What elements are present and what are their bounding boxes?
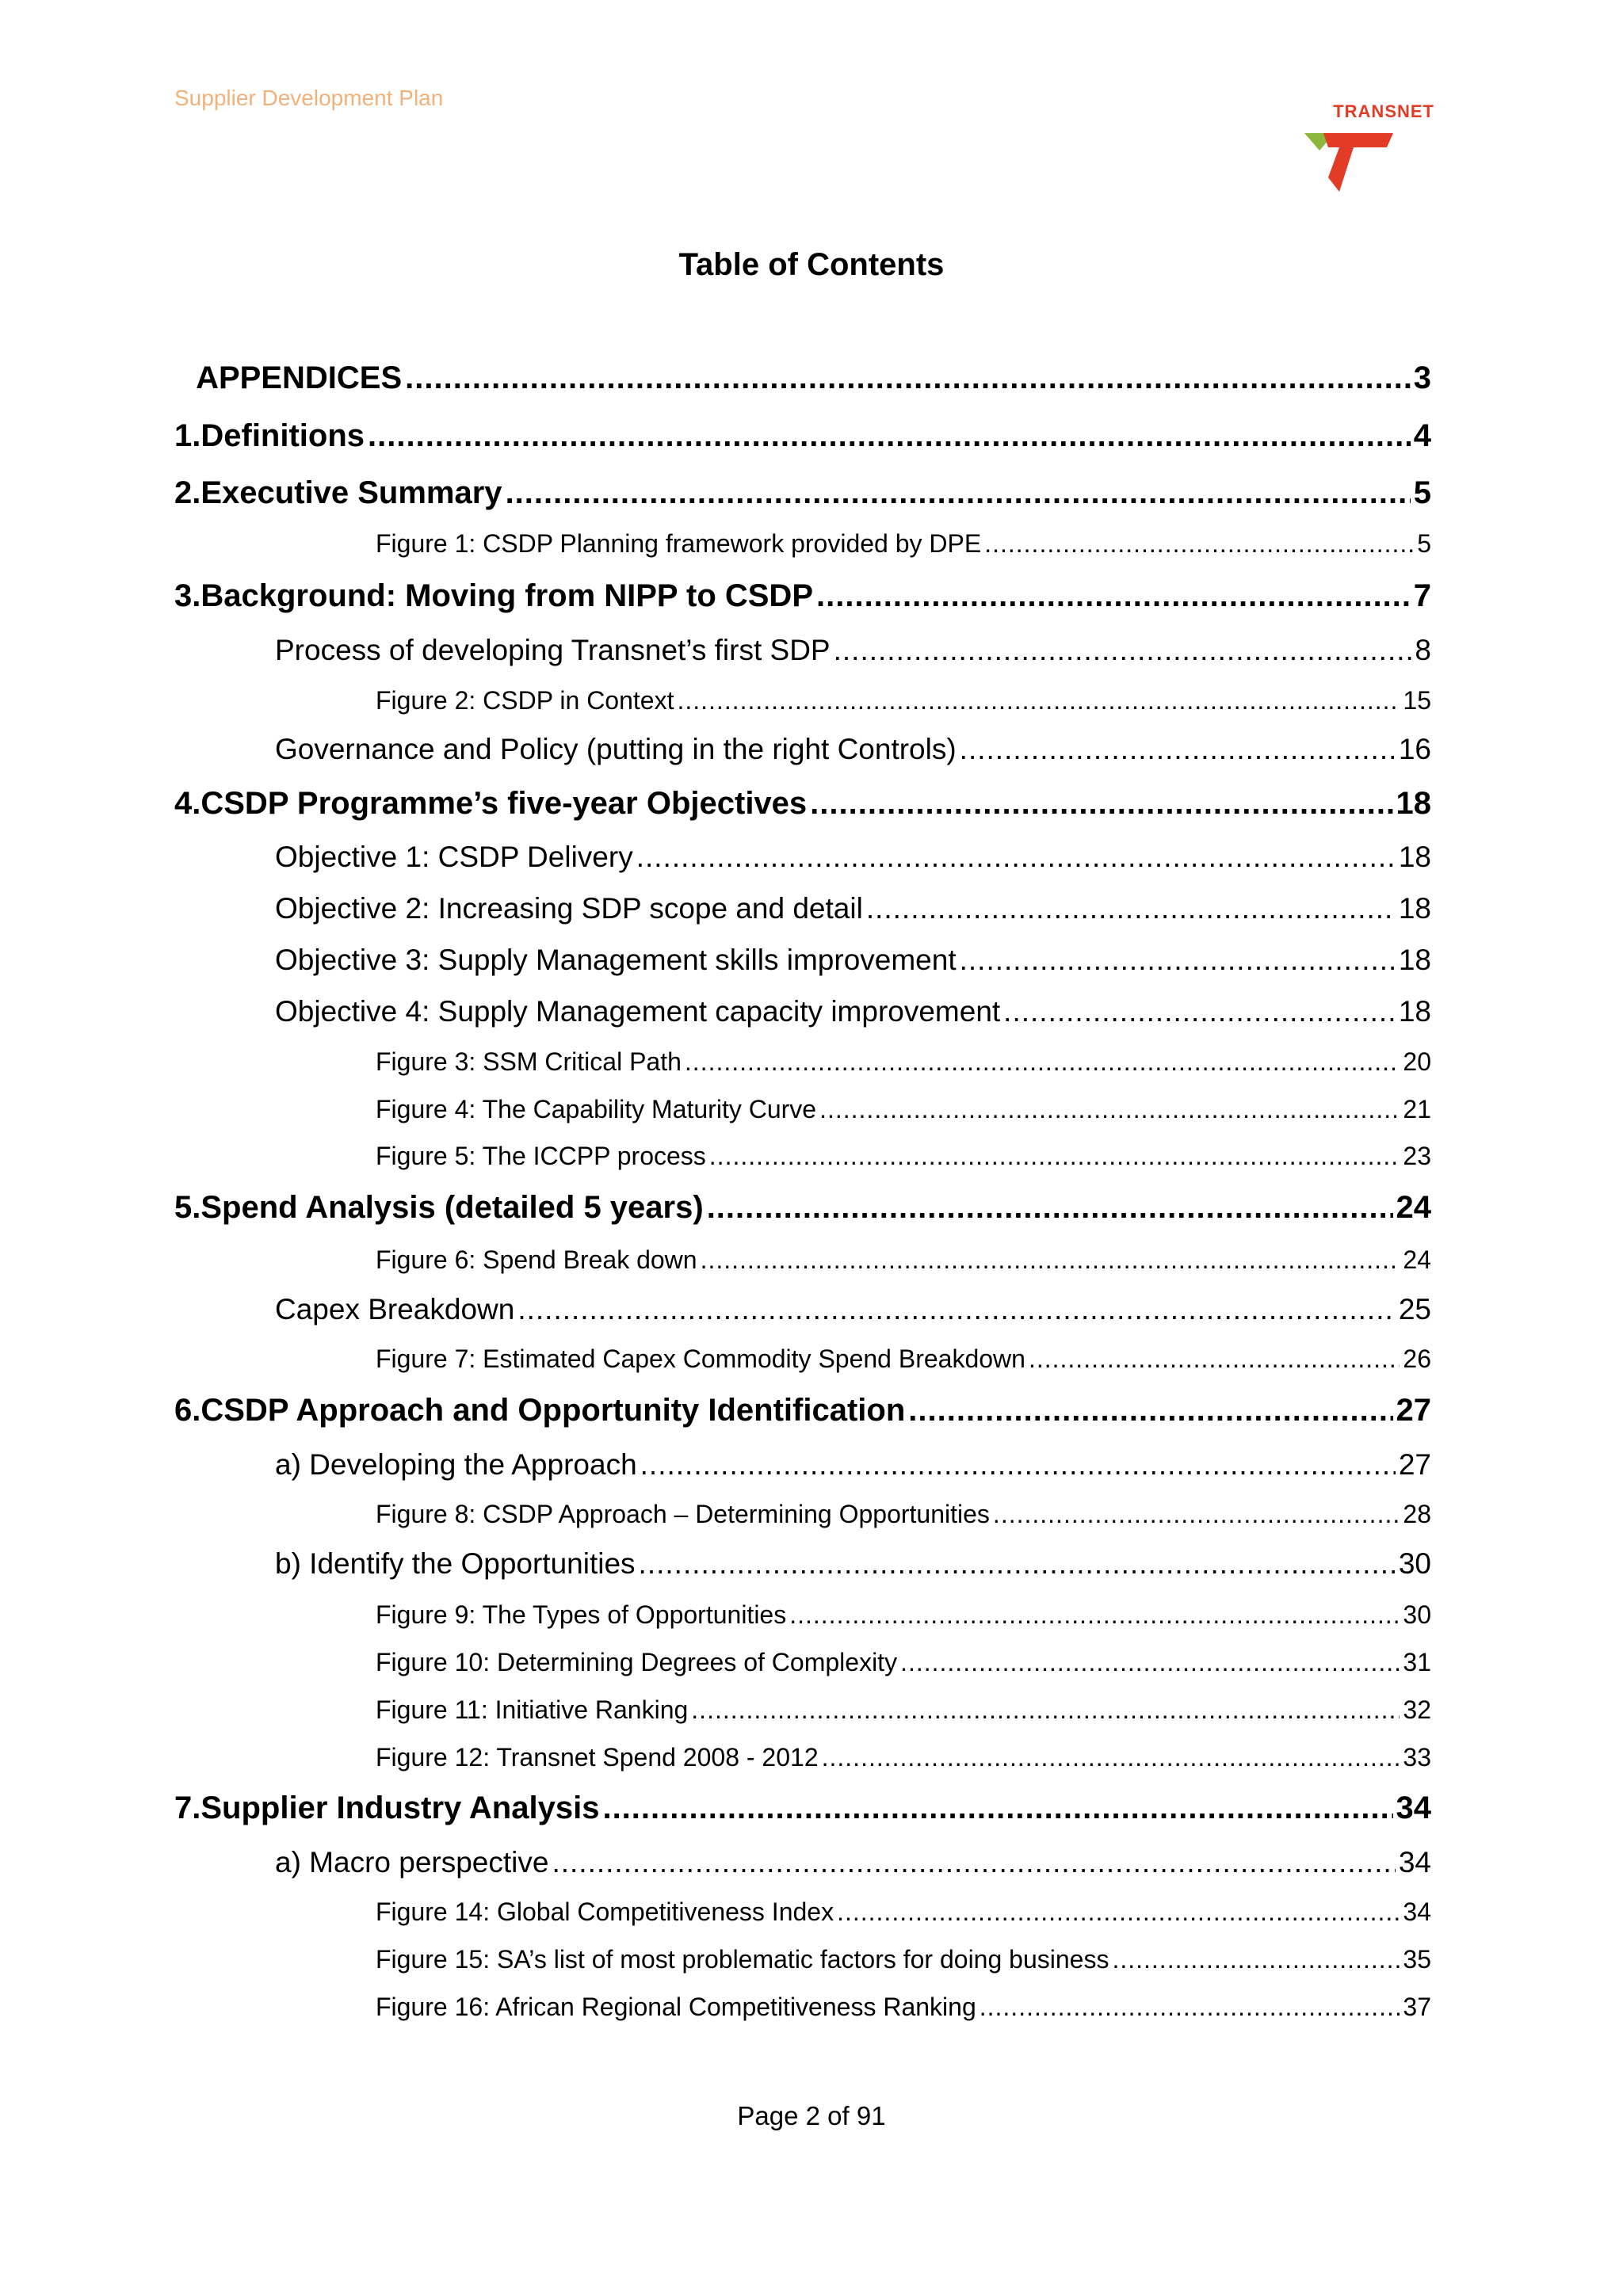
toc-entry-label: Figure 16: African Regional Competitiveness Ranking	[376, 1993, 976, 2021]
toc-entry-label: Figure 6: Spend Break down	[376, 1245, 697, 1274]
toc-entry-number: 3.	[174, 578, 201, 613]
toc-entry-page-number: 18	[1398, 892, 1431, 925]
toc-entry-label: Figure 2: CSDP in Context	[376, 686, 674, 715]
toc-entry-number: 6.	[174, 1393, 201, 1428]
toc-entry[interactable]	[174, 1791, 1431, 1826]
toc-dot-leader	[834, 634, 1412, 667]
toc-dot-leader	[837, 1897, 1400, 1927]
toc-dot-leader	[701, 1245, 1400, 1275]
toc-entry-label: APPENDICES	[196, 360, 403, 395]
toc-entry[interactable]	[376, 1142, 1431, 1171]
toc-entry-page-number: 34	[1396, 1791, 1431, 1825]
toc-dot-leader	[993, 1500, 1400, 1529]
toc-dot-leader	[707, 1190, 1393, 1226]
toc-entry[interactable]	[376, 686, 1431, 715]
toc-entry-page-number: 26	[1403, 1344, 1431, 1373]
transnet-logo	[1300, 101, 1434, 196]
document-header-title: Supplier Development Plan	[174, 86, 444, 110]
toc-entry-number: 5.	[174, 1190, 201, 1225]
toc-dot-leader	[1003, 995, 1396, 1028]
toc-entry-label: Objective 3: Supply Management skills improvement	[275, 944, 957, 976]
toc-entry[interactable]	[376, 1095, 1431, 1124]
toc-entry-label: CSDP Approach and Opportunity Identification	[200, 1393, 906, 1428]
toc-entry-label: Figure 11: Initiative Ranking	[376, 1695, 689, 1724]
toc-entry[interactable]	[275, 944, 1431, 977]
toc-dot-leader	[816, 578, 1411, 614]
toc-entry-label: Governance and Policy (putting in the right Controls)	[275, 733, 957, 765]
toc-entry-page-number: 31	[1403, 1648, 1431, 1676]
toc-entry-page-number: 20	[1403, 1047, 1431, 1076]
toc-entry-page-number: 30	[1398, 1547, 1431, 1580]
toc-entry[interactable]	[275, 892, 1431, 925]
toc-entry[interactable]	[174, 1190, 1431, 1226]
toc-entry[interactable]	[376, 1695, 1431, 1725]
toc-entry-number: 4.	[174, 786, 201, 821]
toc-entry[interactable]	[174, 1393, 1431, 1428]
toc-dot-leader	[866, 892, 1396, 925]
toc-entry[interactable]	[275, 841, 1431, 874]
toc-entry[interactable]	[376, 1648, 1431, 1677]
toc-entry-label: Process of developing Transnet’s first SDP	[275, 634, 831, 666]
toc-dot-leader	[691, 1695, 1400, 1725]
toc-entry-page-number: 8	[1415, 634, 1431, 666]
toc-dot-leader	[1029, 1344, 1400, 1374]
toc-entry-page-number: 21	[1403, 1095, 1431, 1123]
toc-entry-page-number: 35	[1403, 1945, 1431, 1974]
toc-entry-label: Figure 8: CSDP Approach – Determining Opportunities	[376, 1500, 990, 1528]
toc-entry-page-number: 34	[1403, 1897, 1431, 1926]
toc-dot-leader	[506, 475, 1411, 511]
toc-entry[interactable]	[174, 578, 1431, 614]
toc-dot-leader	[517, 1293, 1396, 1326]
toc-dot-leader	[908, 1393, 1392, 1428]
toc-entry[interactable]	[275, 1448, 1431, 1482]
toc-entry[interactable]	[376, 1743, 1431, 1772]
toc-entry[interactable]	[376, 1897, 1431, 1927]
toc-entry-number: 7.	[174, 1791, 201, 1825]
toc-dot-leader	[960, 944, 1396, 977]
toc-entry-page-number: 5	[1417, 529, 1431, 558]
toc-entry-page-number: 33	[1403, 1743, 1431, 1772]
toc-entry-page-number: 3	[1413, 360, 1431, 395]
toc-entry-label: Capex Breakdown	[275, 1293, 515, 1325]
toc-entry-label: Objective 1: CSDP Delivery	[275, 841, 633, 873]
toc-dot-leader	[685, 1047, 1400, 1077]
toc-entry-label: Objective 4: Supply Management capacity improvement	[275, 995, 1001, 1028]
toc-entry[interactable]	[275, 1547, 1431, 1581]
toc-heading: Table of Contents	[678, 247, 945, 282]
toc-entry-label: Figure 5: The ICCPP process	[376, 1142, 706, 1170]
toc-entry-label: Spend Analysis (detailed 5 years)	[200, 1190, 704, 1225]
toc-entry[interactable]	[174, 475, 1431, 511]
toc-entry-label: a) Developing the Approach	[275, 1448, 637, 1481]
logo-mark-icon	[1304, 133, 1400, 196]
toc-entry-label: Figure 1: CSDP Planning framework provided by DPE	[376, 529, 982, 558]
toc-dot-leader	[980, 1993, 1400, 2022]
toc-entry-page-number: 18	[1396, 786, 1431, 821]
toc-dot-leader	[640, 1448, 1396, 1482]
toc-entry[interactable]	[275, 733, 1431, 766]
toc-dot-leader	[552, 1846, 1395, 1879]
toc-entry-page-number: 18	[1398, 944, 1431, 976]
toc-entry-page-number: 32	[1403, 1695, 1431, 1724]
toc-entry-label: Figure 7: Estimated Capex Commodity Spend Breakdown	[376, 1344, 1025, 1373]
toc-dot-leader	[789, 1600, 1400, 1630]
toc-entry[interactable]	[275, 995, 1431, 1028]
toc-entry-label: Figure 15: SA’s list of most problematic factors for doing business	[376, 1945, 1109, 1974]
toc-entry-page-number: 27	[1396, 1393, 1431, 1428]
toc-entry-label: Definitions	[200, 418, 365, 453]
toc-entry-page-number: 24	[1396, 1190, 1431, 1225]
page-footer: Page 2 of 91	[737, 2101, 886, 2130]
toc-entry-page-number: 18	[1398, 995, 1431, 1028]
toc-entry-page-number: 24	[1403, 1245, 1431, 1274]
toc-entry-page-number: 7	[1413, 578, 1431, 613]
toc-dot-leader	[639, 1547, 1396, 1581]
toc-dot-leader	[1112, 1945, 1400, 1974]
toc-entry[interactable]	[376, 1945, 1431, 1974]
toc-entry-page-number: 27	[1398, 1448, 1431, 1481]
toc-entry-label: Background: Moving from NIPP to CSDP	[200, 578, 813, 613]
toc-entry-page-number: 30	[1403, 1600, 1431, 1629]
toc-dot-leader	[960, 733, 1396, 766]
toc-entry-label: Figure 4: The Capability Maturity Curve	[376, 1095, 817, 1123]
toc-entry-page-number: 16	[1398, 733, 1431, 765]
toc-entry[interactable]	[275, 1293, 1431, 1326]
toc-entry-page-number: 4	[1413, 418, 1431, 453]
toc-entry-page-number: 37	[1403, 1993, 1431, 2021]
toc-dot-leader	[900, 1648, 1400, 1677]
toc-dot-leader	[819, 1095, 1400, 1124]
toc-entry[interactable]	[376, 1993, 1431, 2022]
toc-entry[interactable]	[376, 1500, 1431, 1529]
toc-entry[interactable]	[275, 634, 1431, 667]
toc-entry[interactable]	[174, 786, 1431, 822]
toc-entry-page-number: 15	[1403, 686, 1431, 715]
toc-entry-label: Figure 3: SSM Critical Path	[376, 1047, 682, 1076]
toc-entry-label: CSDP Programme’s five-year Objectives	[200, 786, 808, 821]
toc-entry[interactable]	[174, 418, 1431, 454]
toc-dot-leader	[405, 360, 1411, 396]
toc-entry-label: Figure 12: Transnet Spend 2008 - 2012	[376, 1743, 819, 1772]
toc-entry-number: 2.	[174, 475, 201, 510]
toc-entry-label: Figure 10: Determining Degrees of Complexity	[376, 1648, 898, 1676]
toc-entry-label: Figure 14: Global Competitiveness Index	[376, 1897, 834, 1926]
toc-entry-label: Figure 9: The Types of Opportunities	[376, 1600, 787, 1629]
toc-entry-page-number: 28	[1403, 1500, 1431, 1528]
toc-dot-leader	[677, 686, 1400, 715]
toc-dot-leader	[984, 529, 1414, 559]
toc-entry-page-number: 18	[1398, 841, 1431, 873]
toc-entry-label: Supplier Industry Analysis	[200, 1791, 600, 1825]
toc-entry-label: Executive Summary	[200, 475, 502, 510]
toc-dot-leader	[636, 841, 1396, 874]
toc-entry[interactable]	[376, 1245, 1431, 1275]
toc-entry-label: a) Macro perspective	[275, 1846, 549, 1878]
toc-entry-label: b) Identify the Opportunities	[275, 1547, 636, 1580]
toc-entry-page-number: 34	[1398, 1846, 1431, 1878]
toc-entry-page-number: 23	[1403, 1142, 1431, 1170]
toc-entry[interactable]	[376, 1344, 1431, 1374]
toc-entry-page-number: 5	[1413, 475, 1431, 510]
toc-entry[interactable]	[376, 1600, 1431, 1630]
toc-dot-leader	[368, 418, 1411, 454]
toc-entry[interactable]	[174, 360, 1431, 396]
logo-wordmark: TRANSNET	[1333, 101, 1434, 121]
toc-entry[interactable]	[376, 529, 1431, 559]
toc-dot-leader	[810, 786, 1392, 822]
toc-dot-leader	[822, 1743, 1400, 1772]
toc-entry-page-number: 25	[1398, 1293, 1431, 1325]
toc-entry-label: Objective 2: Increasing SDP scope and detail	[275, 892, 863, 925]
toc-dot-leader	[602, 1791, 1392, 1826]
toc-entry[interactable]	[376, 1047, 1431, 1077]
toc-entry[interactable]	[275, 1846, 1431, 1879]
toc-entry-number: 1.	[174, 418, 201, 453]
toc-dot-leader	[709, 1142, 1400, 1171]
